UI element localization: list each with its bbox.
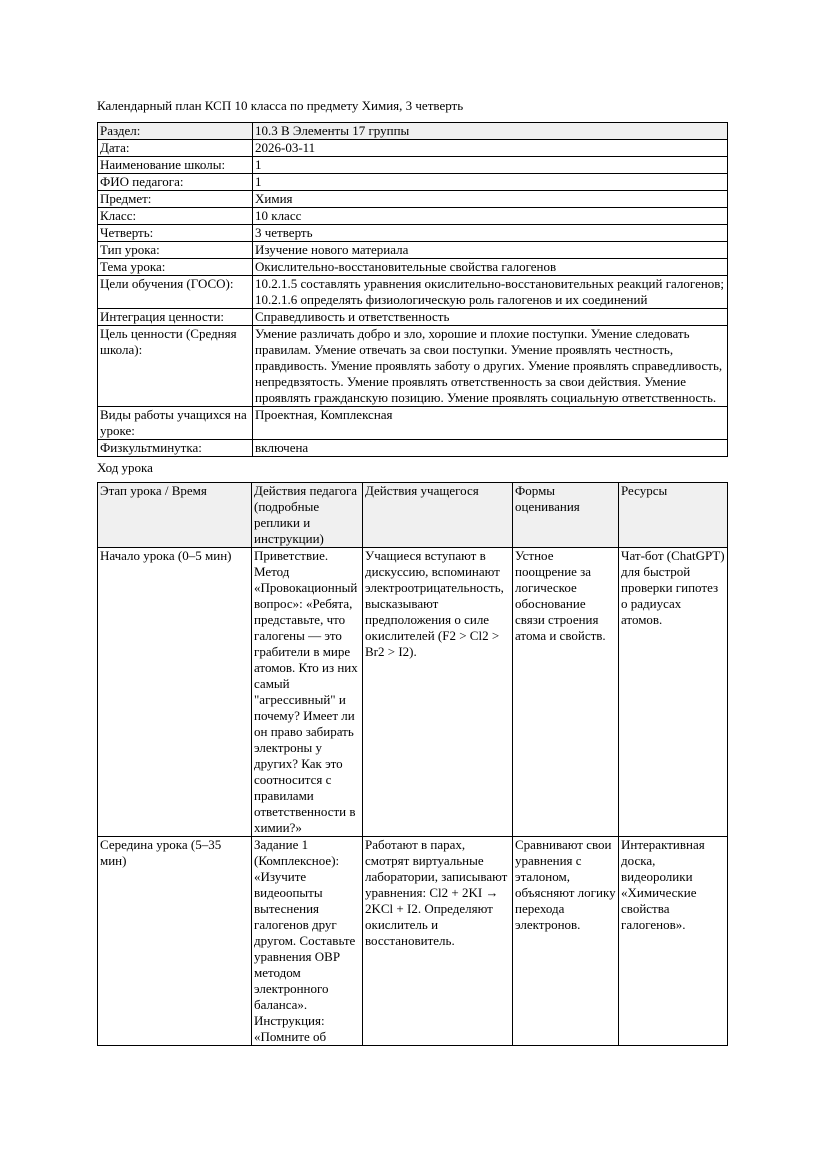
info-label: Раздел: [98, 123, 253, 140]
lesson-plan-page [97, 98, 727, 1046]
info-value: 10 класс [253, 208, 728, 225]
info-label: Дата: [98, 140, 253, 157]
info-label: Физкультминутка: [98, 440, 253, 457]
info-value: 10.3 В Элементы 17 группы [253, 123, 728, 140]
lesson-row [98, 837, 728, 1046]
info-value: 1 [253, 157, 728, 174]
info-value: 2026-03-11 [253, 140, 728, 157]
assessment-cell: Устное поощрение за логическое обоснование связи строения атома и свойств. [513, 548, 619, 837]
column-header-resources: Ресурсы [619, 483, 728, 548]
info-row [98, 259, 728, 276]
info-value: 3 четверть [253, 225, 728, 242]
document-title: Календарный план КСП 10 класса по предмету Химия, 3 четверть [97, 98, 464, 113]
info-row [98, 407, 728, 440]
lesson-row [98, 548, 728, 837]
info-row [98, 276, 728, 309]
info-row [98, 225, 728, 242]
info-value: включена [253, 440, 728, 457]
column-header-student-actions: Действия учащегося [363, 483, 513, 548]
info-value: 10.2.1.5 составлять уравнения окислительно-восстановительных реакций галогенов; 10.2.1.6 определять физиологическую роль галогенов и их соединений [253, 276, 728, 309]
column-header-stage: Этап урока / Время [98, 483, 252, 548]
info-row [98, 174, 728, 191]
info-row [98, 326, 728, 407]
info-label: Цели обучения (ГОСО): [98, 276, 253, 309]
info-label: ФИО педагога: [98, 174, 253, 191]
column-header-assessment: Формы оценивания [513, 483, 619, 548]
info-row [98, 242, 728, 259]
info-value: Проектная, Комплексная [253, 407, 728, 440]
resources-cell: Интерактивная доска, видеоролики «Химические свойства галогенов». [619, 837, 728, 1046]
info-label: Класс: [98, 208, 253, 225]
info-label: Тип урока: [98, 242, 253, 259]
teacher-actions-cell: Задание 1 (Комплексное): «Изучите видеоопыты вытеснения галогенов друг другом. Составьте уравнения ОВР методом электронного баланса». Инструкция: «Помните об [252, 837, 363, 1046]
section-heading: Ход урока [97, 460, 153, 475]
info-row [98, 440, 728, 457]
resources-cell: Чат-бот (ChatGPT) для быстрой проверки гипотез о радиусах атомов. [619, 548, 728, 837]
info-row [98, 157, 728, 174]
info-row [98, 309, 728, 326]
info-label: Цель ценности (Средняя школа): [98, 326, 253, 407]
info-value: Справедливость и ответственность [253, 309, 728, 326]
info-label: Четверть: [98, 225, 253, 242]
info-row [98, 191, 728, 208]
info-value: Умение различать добро и зло, хорошие и плохие поступки. Умение следовать правилам. Умение отвечать за свои поступки. Умение проявлять честность, правдивость. Умение проявлять заботу о других. Умение проявлять справедливость, непредвзятость. Умение проявлять ответственность за свои действия. Умение проявлять гражданскую позицию. Умение проявлять социальную ответственность. [253, 326, 728, 407]
info-label: Интеграция ценности: [98, 309, 253, 326]
stage-cell: Начало урока (0–5 мин) [98, 548, 252, 837]
info-label: Тема урока: [98, 259, 253, 276]
lesson-info-table [97, 122, 728, 457]
column-header-teacher-actions: Действия педагога (подробные реплики и инструкции) [252, 483, 363, 548]
student-actions-cell: Учащиеся вступают в дискуссию, вспоминают электроотрицательность, высказывают предположения о силе окислителей (F2 > Cl2 > Br2 > I2). [363, 548, 513, 837]
info-label: Виды работы учащихся на уроке: [98, 407, 253, 440]
info-label: Предмет: [98, 191, 253, 208]
info-value: Окислительно-восстановительные свойства галогенов [253, 259, 728, 276]
info-label: Наименование школы: [98, 157, 253, 174]
lesson-flow-table [97, 482, 728, 1046]
info-value: Изучение нового материала [253, 242, 728, 259]
info-row [98, 123, 728, 140]
info-value: Химия [253, 191, 728, 208]
info-row [98, 208, 728, 225]
info-value: 1 [253, 174, 728, 191]
info-row [98, 140, 728, 157]
stage-cell: Середина урока (5–35 мин) [98, 837, 252, 1046]
teacher-actions-cell: Приветствие. Метод «Провокационный вопрос»: «Ребята, представьте, что галогены — это грабители в мире атомов. Кто из них самый "агрессивный" и почему? Имеет ли он право забирать электроны у других? Как это соотносится с правилами ответственности в химии?» [252, 548, 363, 837]
assessment-cell: Сравнивают свои уравнения с эталоном, объясняют логику перехода электронов. [513, 837, 619, 1046]
lesson-table-header-row [98, 483, 728, 548]
student-actions-cell: Работают в парах, смотрят виртуальные лаборатории, записывают уравнения: Cl2 + 2KI → 2KCl + I2. Определяют окислитель и восстановитель. [363, 837, 513, 1046]
